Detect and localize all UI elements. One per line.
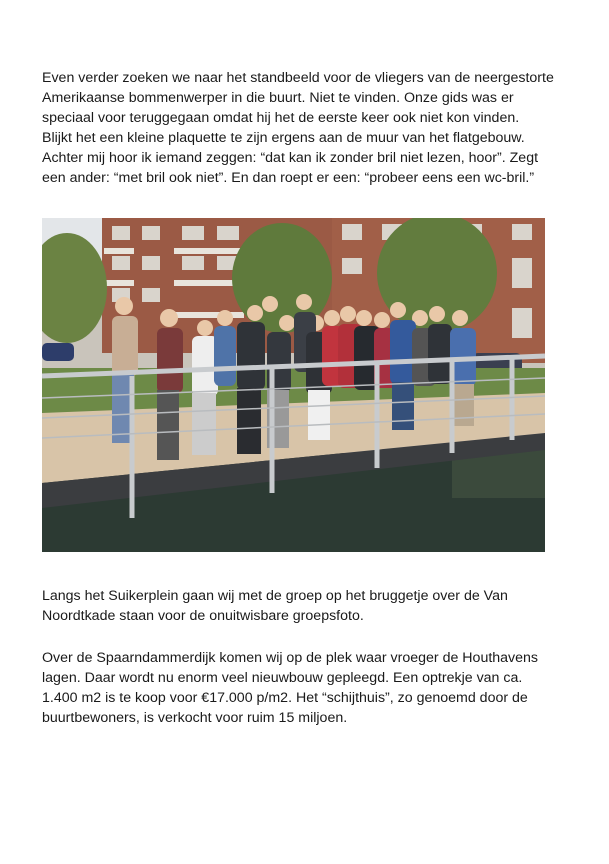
group-photo-on-bridge [42,218,545,552]
parked-car-blue [42,343,74,361]
paragraph-statue-search: Even verder zoeken we naar het standbeeld voor de vliegers van de neergestorte Amerikaanse bommenwerper in die buurt. Niet te vinden. Onze gids was er speciaal voor teruggegaan omdat hij het de eerste keer ook niet kon vinden. Blijkt het een kleine plaquette te zijn ergens aan de muur van het flatgebouw. Achter mij hoor ik iemand zeggen: “dat kan ik zonder bril niet lezen, hoor”. Zegt een ander: “met bril ook niet”. En dan roept er een: “probeer eens een wc-bril.” [42,70,554,186]
group-photo-illustration [42,218,545,552]
paragraph-houthavens: Over de Spaarndammerdijk komen wij op de plek waar vroeger de Houthavens lagen. Daar wordt nu enorm veel nieuwbouw gepleegd. Een optrekje van ca. 1.400 m2 is te koop voor €17.000 p/m2. Het “schijthuis”, zo genoemd door de buurtbewoners, is verkocht voor ruim 15 miljoen. [42,650,539,726]
paragraph-group-photo: Langs het Suikerplein gaan wij met de groep op het bruggetje over de Van Noordtkade staan voor de onuitwisbare groepsfoto. [42,588,508,624]
